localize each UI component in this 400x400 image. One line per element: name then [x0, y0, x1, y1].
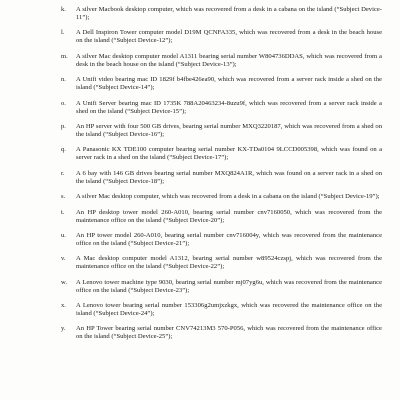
list-item-text: A silver Macbook desktop computer, which was recovered from a desk in a cabana on the island (“Subject Device-11”);	[76, 6, 382, 21]
list-item-text: An HP server with four 500 GB drives, bearing serial number MXQ3220187, which was recovered from a shed on the island (“Subject Device-16”);	[76, 122, 382, 138]
list-item	[61, 302, 382, 318]
list-item-letter: n.	[61, 76, 66, 84]
list-item-letter: k.	[61, 6, 66, 13]
device-list	[61, 6, 382, 349]
list-item-letter: x.	[61, 302, 66, 310]
list-item	[61, 76, 382, 92]
list-item-text: A 6 bay with 146 GB drives bearing serial number MXQ824A1R, which was found on a server rack in a shed on the island (“Subject Device-18”);	[76, 169, 382, 185]
list-item	[61, 255, 382, 271]
list-item-text: A Dell Inspiron Tower computer model D19M QCNFA335, which was recovered from a desk in the beach house on the island (“Subject Device-12”);	[76, 29, 382, 45]
list-item	[61, 169, 382, 186]
list-item-letter: s.	[61, 193, 66, 201]
list-item-letter: w.	[61, 278, 67, 286]
list-item-letter: l.	[61, 29, 65, 37]
list-item	[61, 278, 382, 295]
list-item-text: A Lenovo tower machine type 9030, bearing serial number mj07yg6u, which was recovered from the maintenance office on the island (“Subject Device-23”);	[76, 278, 382, 294]
list-item-text: An HP tower model 260-A010, bearing serial number cnv716004y, which was recovered from the maintenance office on the island (“Subject Device-21”);	[76, 231, 382, 247]
list-item	[61, 146, 382, 162]
list-item	[61, 193, 382, 201]
list-item	[61, 29, 382, 45]
list-item-text: An HP desktop tower model 260-A010, bearing serial number cnv7160050, which was recovered from the maintenance office on the island (“Subject Device-20”);	[76, 208, 382, 224]
list-item-text: A Panasonic KX TDE100 computer bearing serial number KX-TDa0104 9LCCD005398, which was found on a server rack in a shed on the island (“Subject Device-17”);	[76, 146, 382, 162]
list-item-letter: u.	[61, 231, 66, 239]
list-item-letter: y.	[61, 325, 66, 333]
list-item-text: An HP Tower bearing serial number CNV74213M3 570-P056, which was recovered from the maintenance office on the island (“Subject Device-25”);	[76, 325, 382, 341]
list-item	[61, 99, 382, 116]
list-item-text: A Unifi Server bearing mac ID 1735K 788A20463234-8uzu9f, which was recovered from a server rack inside a shed on the island (“Subject Device-15”);	[76, 99, 382, 115]
list-item-text: A Unifi video bearing mac ID 1829f b4fbe426ea90, which was recovered from a server rack inside a shed on the island (“Subject Device-14”);	[76, 76, 382, 92]
list-item-letter: q.	[61, 146, 66, 154]
list-item-text: A silver Mac desktop computer model A1311 bearing serial number W804736DDAS, which was recovered from a desk in the beach house on the island (“Subject Device-13”);	[76, 52, 382, 68]
list-item-letter: m.	[61, 52, 68, 60]
list-item	[61, 208, 382, 225]
list-item-text: A Mac desktop computer model A1312, bearing serial number w89524czspj, which was recovered from the maintenance office on the island (“Subject Device-22”);	[76, 255, 382, 271]
list-item	[61, 52, 382, 69]
list-item	[61, 231, 382, 248]
list-item	[61, 325, 382, 341]
list-item-text: A Lenovo tower bearing serial number 153306g2umjxzkgx, which was recovered the maintenance office on the island (“Subject Device-24”);	[76, 302, 382, 318]
list-item-text: A silver Mac desktop computer, which was recovered from a desk in a cabana on the island (“Subject Device-19”);	[76, 193, 380, 201]
list-item-letter: v.	[61, 255, 66, 263]
list-item	[61, 122, 382, 139]
list-item-letter: o.	[61, 99, 66, 107]
list-item-letter: p.	[61, 122, 66, 130]
list-item-letter: r.	[61, 169, 65, 177]
list-item	[61, 6, 382, 22]
list-item-letter: t.	[61, 208, 65, 216]
